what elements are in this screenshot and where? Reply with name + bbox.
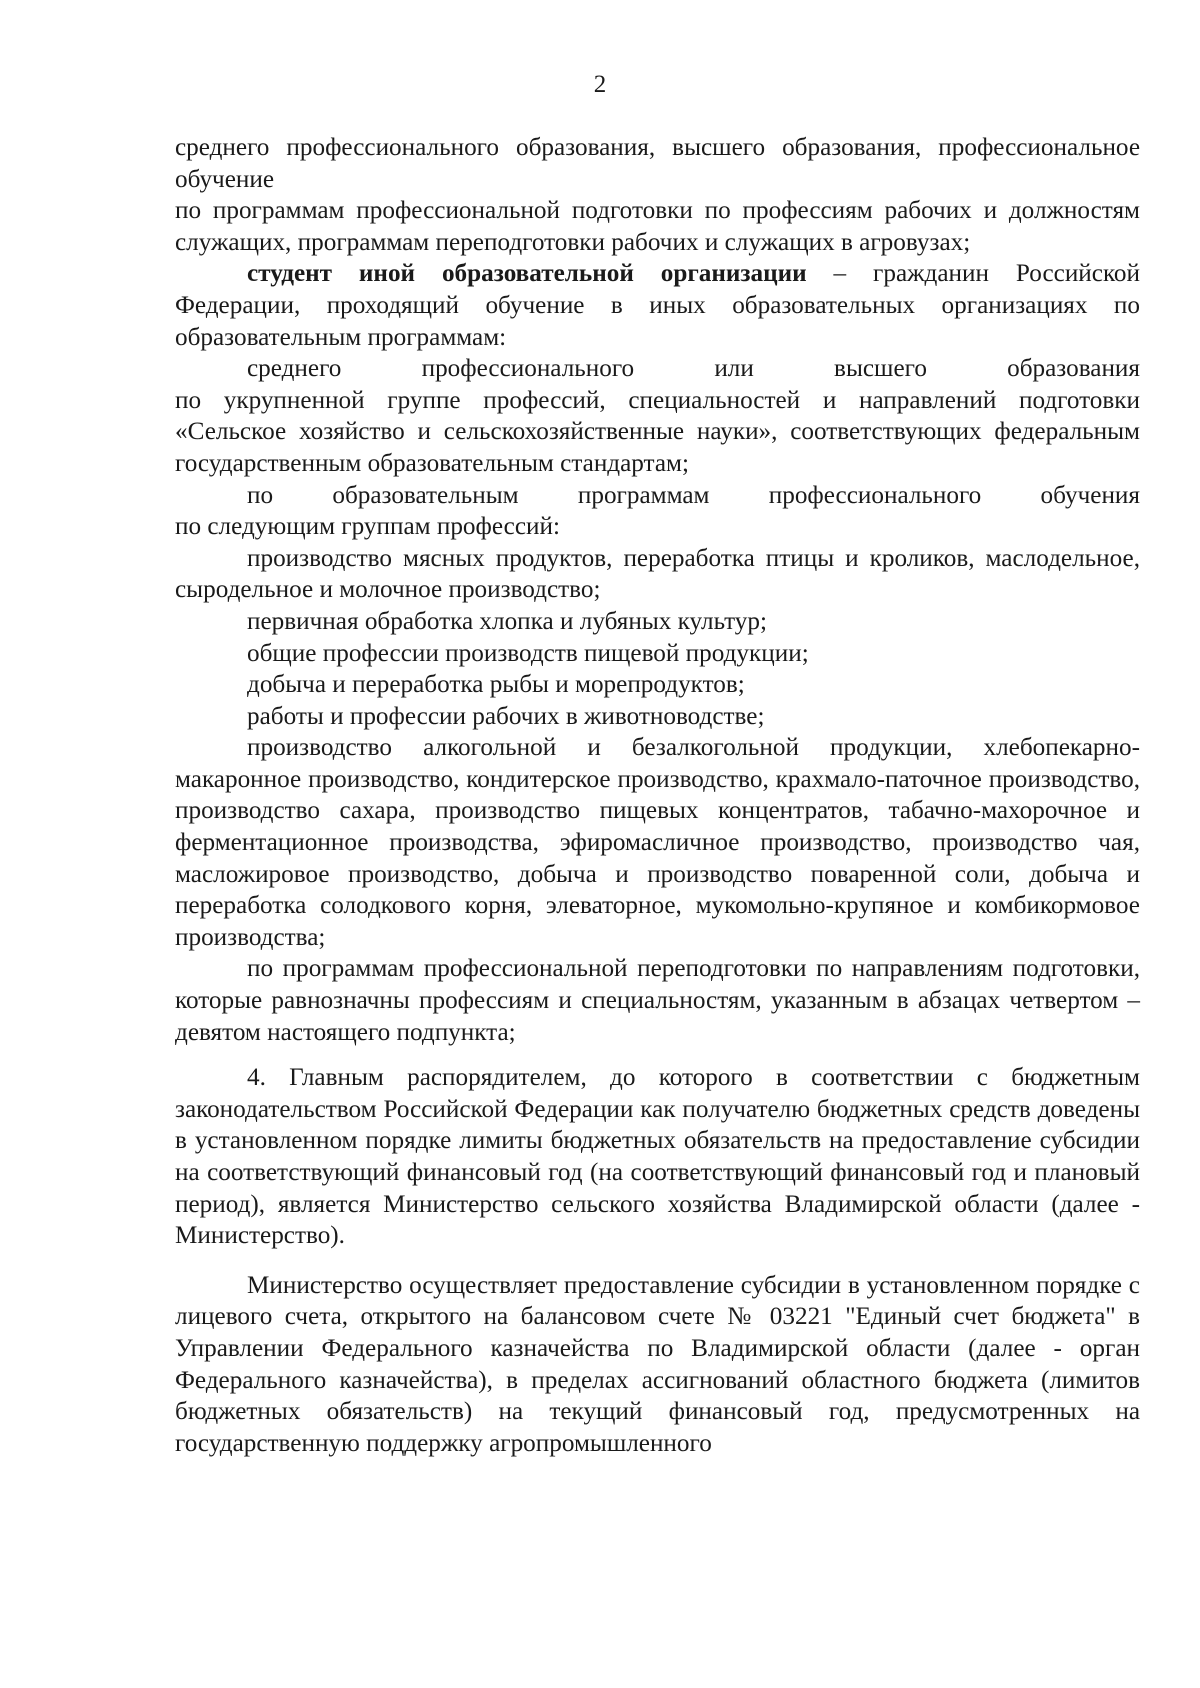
- list-item: общие профессии производств пищевой продукции;: [247, 639, 809, 667]
- paragraph: по образовательным программам профессионального обучения: [247, 481, 1140, 509]
- defined-term: студент иной образовательной организации: [247, 260, 807, 288]
- paragraph: по следующим группам профессий:: [175, 513, 560, 541]
- paragraph: по укрупненной группе профессий, специальностей и направлений подготовки «Сельское хозяйство и сельскохозяйственные науки», соответствующих федеральным государственным образовательным стандартам;: [175, 386, 1140, 477]
- document-body: [175, 132, 1140, 1459]
- list-item: производство мясных продуктов, переработка птицы и кроликов, маслодельное, сыродельное и молочное производство;: [175, 544, 1140, 604]
- paragraph: среднего профессионального или высшего образования: [247, 355, 1140, 383]
- paragraph: Министерство осуществляет предоставление субсидии в установленном порядке с лицевого счета, открытого на балансовом счете № 03221 "Единый счет бюджета" в Управлении Федерального казначейства по Владимирской области (далее - орган Федерального казначейства), в пределах ассигнований областного бюджета (лимитов бюджетных обязательств) на текущий финансовый год, предусмотренных на государственную поддержку агропромышленного: [175, 1271, 1140, 1457]
- paragraph: Федерации, проходящий обучение в иных образовательных организациях по образовательным программам:: [175, 291, 1140, 351]
- list-item: по программам профессиональной переподготовки по направлениям подготовки, которые равнозначны профессиям и специальностям, указанным в абзацах четвертом – девятом настоящего подпункта;: [175, 955, 1140, 1046]
- list-item: производство алкогольной и безалкогольной продукции, хлебопекарно-макаронное производство, кондитерское производство, крахмало-паточное производство, производство сахара, производство пищевых концентратов, табачно-махорочное и ферментационное производства, эфиромасличное производство, производство чая, масложировое производство, добыча и производство поваренной соли, добыча и переработка солодкового корня, элеваторное, мукомольно-крупяное и комбикормовое производства;: [175, 734, 1140, 951]
- definition-paragraph: [175, 258, 1140, 290]
- list-item: добыча и переработка рыбы и морепродуктов;: [247, 671, 745, 699]
- paragraph: среднего профессионального образования, высшего образования, профессиональное обучение: [175, 134, 1140, 193]
- list-item: первичная обработка хлопка и лубяных культур;: [247, 607, 767, 635]
- definition-text: – гражданин Российской: [806, 260, 1140, 288]
- numbered-paragraph: 4. Главным распорядителем, до которого в соответствии с бюджетным законодательством Российской Федерации как получателю бюджетных средств доведены в установленном порядке лимиты бюджетных обязательств на предоставление субсидии на соответствующий финансовый год (на соответствующий финансовый год и плановый период), является Министерство сельского хозяйства Владимирской области (далее - Министерство).: [175, 1064, 1140, 1250]
- page-number: 2: [593, 71, 607, 98]
- paragraph: по программам профессиональной подготовки по профессиям рабочих и должностям служащих, программам переподготовки рабочих и служащих в агровузах;: [175, 197, 1140, 256]
- list-item: работы и профессии рабочих в животноводстве;: [247, 702, 765, 730]
